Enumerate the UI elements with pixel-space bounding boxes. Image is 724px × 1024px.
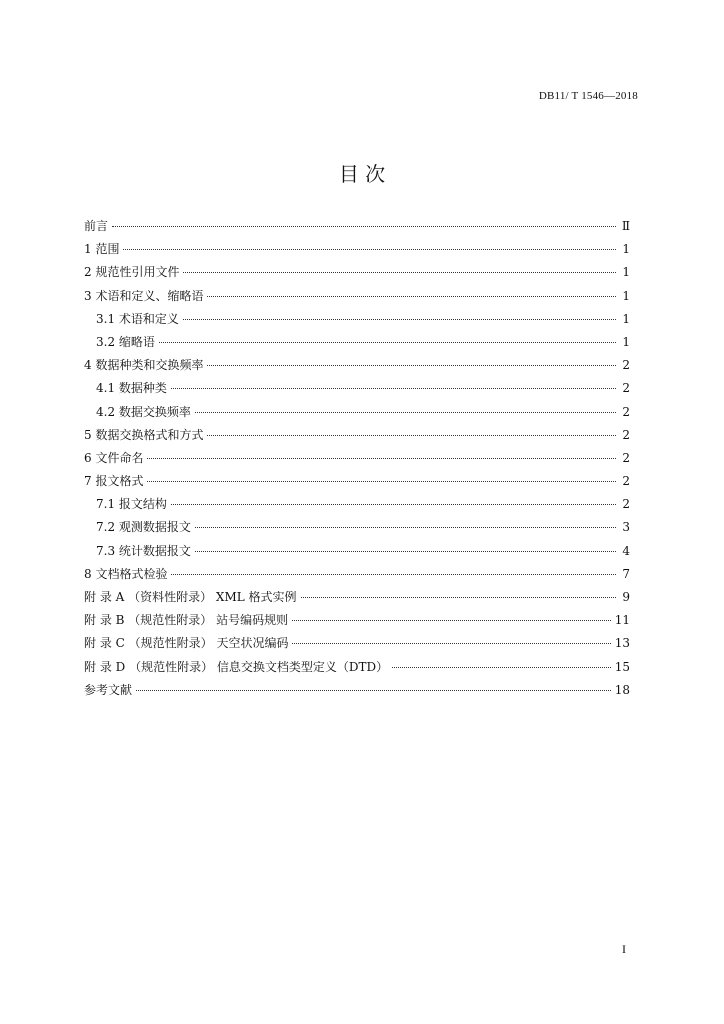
toc-subentry[interactable] (84, 380, 630, 403)
toc-subentry[interactable] (84, 334, 630, 357)
toc-entry-label: 3.2 缩略语 (96, 334, 155, 349)
toc-subentry[interactable] (84, 519, 630, 542)
toc-entry-label: 参考文献 (84, 682, 133, 697)
toc-entry-page: 2 (622, 404, 630, 419)
toc-entry-page: 13 (614, 636, 630, 651)
toc-entry[interactable] (84, 264, 630, 287)
toc-entry-label: 2 规范性引用文件 (84, 265, 180, 280)
toc-entry-label: 5 数据交换格式和方式 (84, 427, 204, 442)
toc-entry-page: 2 (622, 381, 630, 396)
toc-entry-label: 附 录 C （规范性附录） 天空状况编码 (84, 636, 289, 651)
toc-entry-label: 7 报文格式 (84, 474, 144, 489)
toc-appendix-entry[interactable] (84, 612, 630, 635)
dot-leader (207, 365, 616, 366)
dot-leader (183, 319, 616, 320)
toc-entry-label: 4.1 数据种类 (96, 381, 167, 396)
dot-leader (136, 690, 611, 691)
dot-leader (183, 272, 616, 273)
toc-entry-label: 8 文档格式检验 (84, 566, 168, 581)
toc-entry[interactable] (84, 218, 630, 241)
page-title: 目 次 (338, 162, 386, 186)
toc-entry-page: 11 (614, 613, 630, 628)
dot-leader (392, 667, 611, 668)
dot-leader (207, 296, 616, 297)
toc-entry-label: 3.1 术语和定义 (96, 311, 179, 326)
toc-entry-label: 4.2 数据交换频率 (96, 404, 191, 419)
toc-appendix-entry[interactable] (84, 635, 630, 658)
toc-entry-page: 1 (622, 242, 630, 257)
toc-entry-page: 4 (622, 543, 630, 558)
toc-entry[interactable] (84, 566, 630, 589)
toc-entry-page: 1 (622, 288, 630, 303)
toc-subentry[interactable] (84, 404, 630, 427)
dot-leader (123, 249, 616, 250)
toc-entry-label: 附 录 A （资料性附录） XML 格式实例 (84, 590, 297, 604)
toc-subentry[interactable] (84, 496, 630, 519)
toc-entry[interactable] (84, 357, 630, 380)
toc-entry-page: 1 (622, 311, 630, 326)
toc-entry-label: 附 录 B （规范性附录） 站号编码规则 (84, 613, 289, 628)
toc-entry[interactable] (84, 427, 630, 450)
dot-leader (171, 388, 616, 389)
toc-entry-page: 18 (614, 682, 630, 697)
toc-entry-page: 9 (622, 590, 630, 604)
toc-entry-label: 前言 (84, 219, 109, 233)
toc-subentry[interactable] (84, 311, 630, 334)
toc-entry[interactable] (84, 450, 630, 473)
toc-entry-label: 附 录 D （规范性附录） 信息交换文档类型定义（DTD） (84, 659, 389, 674)
toc-entry-label: 4 数据种类和交换频率 (84, 358, 204, 373)
dot-leader (171, 504, 616, 505)
toc-subentry[interactable] (84, 543, 630, 566)
table-of-contents (84, 218, 630, 705)
toc-entry-page: 2 (622, 427, 630, 442)
toc-entry-page: 2 (622, 474, 630, 489)
toc-entry-page: 7 (622, 566, 630, 581)
dot-leader (171, 574, 616, 575)
toc-entry-page: 1 (622, 265, 630, 280)
toc-entry-page: 2 (622, 358, 630, 373)
toc-entry[interactable] (84, 288, 630, 311)
toc-entry-label: 7.1 报文结构 (96, 497, 167, 512)
toc-entry-page: Ⅱ (621, 219, 630, 233)
toc-entry-label: 1 范围 (84, 242, 120, 257)
dot-leader (147, 458, 616, 459)
toc-appendix-entry[interactable] (84, 589, 630, 612)
toc-entry[interactable] (84, 241, 630, 264)
toc-entry-label: 7.2 观测数据报文 (96, 520, 191, 535)
toc-entry-page: 15 (614, 659, 630, 674)
toc-entry-label: 6 文件命名 (84, 450, 144, 465)
dot-leader (292, 643, 610, 644)
dot-leader (159, 342, 616, 343)
toc-entry-page: 3 (622, 520, 630, 535)
toc-entry-label: 7.3 统计数据报文 (96, 543, 191, 558)
dot-leader (292, 620, 611, 621)
dot-leader (195, 551, 616, 552)
dot-leader (301, 597, 616, 598)
dot-leader (112, 226, 616, 227)
toc-entry[interactable] (84, 473, 630, 496)
toc-entry-page: 2 (622, 497, 630, 512)
dot-leader (147, 481, 616, 482)
document-code: DB11/ T 1546—2018 (538, 90, 638, 102)
toc-entry-page: 2 (622, 450, 630, 465)
toc-appendix-entry[interactable] (84, 659, 630, 682)
page-number: I (622, 942, 626, 956)
dot-leader (207, 435, 616, 436)
toc-entry-page: 1 (622, 334, 630, 349)
dot-leader (195, 412, 616, 413)
toc-entry-label: 3 术语和定义、缩略语 (84, 288, 204, 303)
dot-leader (195, 527, 616, 528)
toc-entry[interactable] (84, 682, 630, 705)
